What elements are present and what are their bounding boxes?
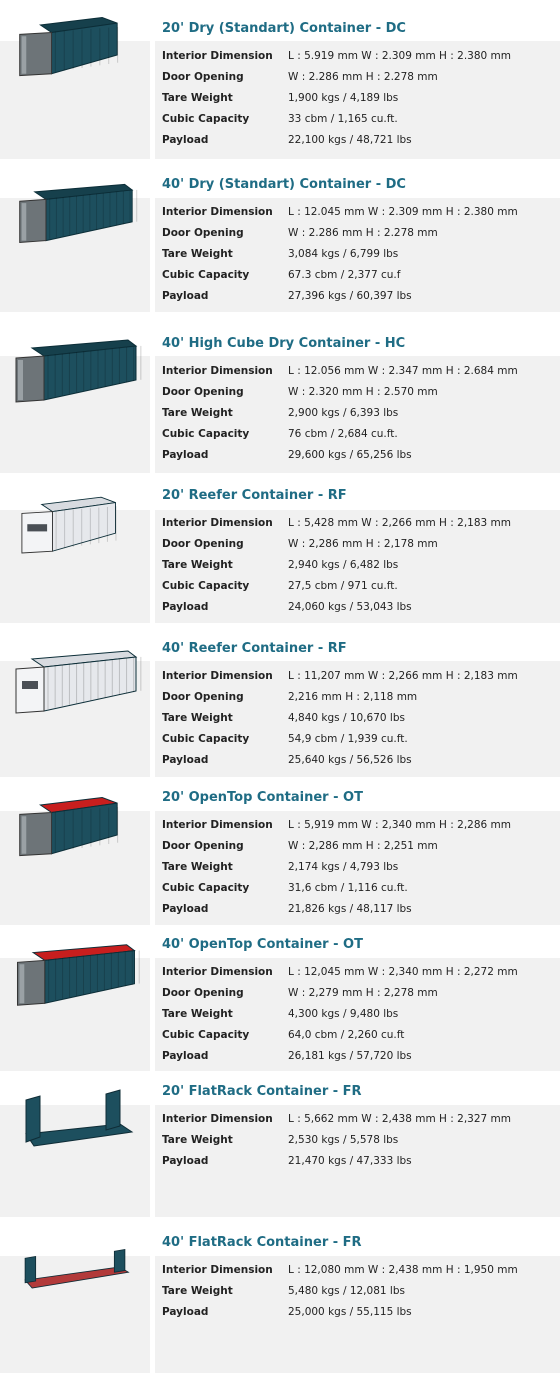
spec-row xyxy=(162,1264,552,1285)
spec-value: L : 5,919 mm W : 2,340 mm H : 2,286 mm xyxy=(288,819,512,831)
spec-value: L : 12.056 mm W : 2.347 mm H : 2.684 mm xyxy=(288,365,518,377)
flatrack-end-wall-icon xyxy=(114,1250,125,1273)
spec-row xyxy=(162,134,552,155)
spec-label: Payload xyxy=(162,1050,209,1062)
spec-value: L : 5.919 mm W : 2.309 mm H : 2.380 mm xyxy=(288,50,512,62)
spec-row xyxy=(162,903,552,924)
spec-row xyxy=(162,517,552,538)
spec-label: Payload xyxy=(162,134,209,146)
spec-row xyxy=(162,1155,552,1176)
spec-label: Interior Dimension xyxy=(162,670,273,682)
spec-row xyxy=(162,670,552,691)
spec-value: 25,000 kgs / 55,115 lbs xyxy=(288,1306,412,1318)
spec-row xyxy=(162,754,552,775)
spec-value: 76 cbm / 2,684 cu.ft. xyxy=(288,428,398,440)
spec-row xyxy=(162,601,552,622)
spec-value: 21,826 kgs / 48,117 lbs xyxy=(288,903,412,915)
spec-value: 1,900 kgs / 4,189 lbs xyxy=(288,92,399,104)
container-image xyxy=(8,935,142,1013)
spec-row xyxy=(162,365,552,386)
spec-label: Tare Weight xyxy=(162,248,233,260)
spec-value: 24,060 kgs / 53,043 lbs xyxy=(288,601,412,613)
container-image xyxy=(8,10,142,85)
spec-label: Cubic Capacity xyxy=(162,1029,250,1041)
container-title: 20' Dry (Standart) Container - DC xyxy=(162,21,406,36)
spec-row xyxy=(162,819,552,840)
container-side-icon xyxy=(53,503,116,552)
spec-value: 5,480 kgs / 12,081 lbs xyxy=(288,1285,405,1297)
container-title: 20' OpenTop Container - OT xyxy=(162,790,363,805)
spec-label: Payload xyxy=(162,1155,209,1167)
spec-value: 27,5 cbm / 971 cu.ft. xyxy=(288,580,398,592)
spec-label: Payload xyxy=(162,754,209,766)
spec-value: 64,0 cbm / 2,260 cu.ft xyxy=(288,1029,405,1041)
spec-row xyxy=(162,269,552,290)
spec-row xyxy=(162,290,552,311)
spec-value: W : 2,279 mm H : 2,278 mm xyxy=(288,987,438,999)
spec-value: W : 2.286 mm H : 2.278 mm xyxy=(288,227,438,239)
spec-row xyxy=(162,1050,552,1071)
container-title: 40' OpenTop Container - OT xyxy=(162,937,363,952)
spec-label: Payload xyxy=(162,449,209,461)
spec-value: L : 5,662 mm W : 2,438 mm H : 2,327 mm xyxy=(288,1113,512,1125)
spec-value: 4,300 kgs / 9,480 lbs xyxy=(288,1008,399,1020)
spec-label: Interior Dimension xyxy=(162,1113,273,1125)
spec-row xyxy=(162,712,552,733)
spec-value: 2,216 mm H : 2,118 mm xyxy=(288,691,418,703)
spec-row xyxy=(162,840,552,861)
spec-label: Door Opening xyxy=(162,538,244,550)
container-door-icon xyxy=(22,512,53,553)
spec-value: 25,640 kgs / 56,526 lbs xyxy=(288,754,412,766)
spec-value: W : 2,286 mm H : 2,251 mm xyxy=(288,840,438,852)
flatrack-end-wall-icon xyxy=(26,1096,40,1142)
spec-label: Interior Dimension xyxy=(162,1264,273,1276)
spec-value: 3,084 kgs / 6,799 lbs xyxy=(288,248,399,260)
spec-value: 2,530 kgs / 5,578 lbs xyxy=(288,1134,399,1146)
spec-row xyxy=(162,1008,552,1029)
spec-label: Door Opening xyxy=(162,691,244,703)
flatrack-end-wall-icon xyxy=(25,1257,36,1283)
container-image xyxy=(8,640,142,722)
spec-value: 67.3 cbm / 2,377 cu.f xyxy=(288,269,401,281)
spec-row xyxy=(162,449,552,470)
spec-label: Interior Dimension xyxy=(162,365,273,377)
flatrack-deck-icon xyxy=(25,1267,128,1288)
spec-label: Door Opening xyxy=(162,386,244,398)
spec-label: Interior Dimension xyxy=(162,819,273,831)
spec-label: Payload xyxy=(162,601,209,613)
spec-value: 54,9 cbm / 1,939 cu.ft. xyxy=(288,733,408,745)
spec-row xyxy=(162,559,552,580)
spec-row xyxy=(162,1285,552,1306)
container-image xyxy=(8,790,142,865)
spec-label: Tare Weight xyxy=(162,1285,233,1297)
spec-label: Cubic Capacity xyxy=(162,882,250,894)
spec-label: Tare Weight xyxy=(162,407,233,419)
spec-value: L : 11,207 mm W : 2,266 mm H : 2,183 mm xyxy=(288,670,518,682)
spec-row xyxy=(162,861,552,882)
spec-row xyxy=(162,428,552,449)
spec-label: Door Opening xyxy=(162,840,244,852)
spec-value: L : 12,045 mm W : 2,340 mm H : 2,272 mm xyxy=(288,966,518,978)
spec-label: Cubic Capacity xyxy=(162,269,250,281)
spec-label: Door Opening xyxy=(162,987,244,999)
spec-label: Cubic Capacity xyxy=(162,733,250,745)
spec-label: Tare Weight xyxy=(162,92,233,104)
spec-value: 26,181 kgs / 57,720 lbs xyxy=(288,1050,412,1062)
container-side-icon xyxy=(46,190,132,241)
spec-label: Cubic Capacity xyxy=(162,113,250,125)
container-door-icon xyxy=(16,667,44,713)
spec-row xyxy=(162,882,552,903)
spec-label: Payload xyxy=(162,290,209,302)
spec-row xyxy=(162,92,552,113)
spec-label: Cubic Capacity xyxy=(162,428,250,440)
container-title: 40' FlatRack Container - FR xyxy=(162,1235,362,1250)
spec-row xyxy=(162,1306,552,1327)
spec-value: W : 2.320 mm H : 2.570 mm xyxy=(288,386,438,398)
spec-row xyxy=(162,538,552,559)
container-side-icon xyxy=(52,23,118,74)
spec-row xyxy=(162,206,552,227)
container-image xyxy=(8,175,142,250)
spec-value: 4,840 kgs / 10,670 lbs xyxy=(288,712,405,724)
spec-row xyxy=(162,966,552,987)
spec-label: Tare Weight xyxy=(162,712,233,724)
spec-label: Payload xyxy=(162,1306,209,1318)
spec-value: 31,6 cbm / 1,116 cu.ft. xyxy=(288,882,408,894)
spec-label: Tare Weight xyxy=(162,1134,233,1146)
spec-row xyxy=(162,407,552,428)
spec-row xyxy=(162,248,552,269)
spec-label: Tare Weight xyxy=(162,559,233,571)
spec-value: W : 2,286 mm H : 2,178 mm xyxy=(288,538,438,550)
spec-row xyxy=(162,71,552,92)
container-image xyxy=(8,490,142,562)
spec-row xyxy=(162,227,552,248)
spec-row xyxy=(162,386,552,407)
container-image xyxy=(8,330,142,410)
spec-value: 33 cbm / 1,165 cu.ft. xyxy=(288,113,398,125)
spec-label: Door Opening xyxy=(162,71,244,83)
spec-row xyxy=(162,691,552,712)
container-title: 40' Dry (Standart) Container - DC xyxy=(162,177,406,192)
spec-label: Cubic Capacity xyxy=(162,580,250,592)
container-title: 40' High Cube Dry Container - HC xyxy=(162,336,406,351)
spec-value: 29,600 kgs / 65,256 lbs xyxy=(288,449,412,461)
flatrack-end-wall-icon xyxy=(106,1090,120,1130)
spec-label: Tare Weight xyxy=(162,861,233,873)
container-side-icon xyxy=(44,346,136,400)
spec-label: Interior Dimension xyxy=(162,517,273,529)
spec-row xyxy=(162,1113,552,1134)
container-image xyxy=(8,1232,142,1302)
spec-row xyxy=(162,987,552,1008)
spec-row xyxy=(162,1134,552,1155)
spec-label: Interior Dimension xyxy=(162,50,273,62)
spec-value: 2,900 kgs / 6,393 lbs xyxy=(288,407,399,419)
spec-value: L : 12.045 mm W : 2.309 mm H : 2.380 mm xyxy=(288,206,518,218)
container-side-icon xyxy=(44,657,136,711)
spec-row xyxy=(162,733,552,754)
spec-value: L : 12,080 mm W : 2,438 mm H : 1,950 mm xyxy=(288,1264,518,1276)
spec-row xyxy=(162,1029,552,1050)
spec-value: 2,940 kgs / 6,482 lbs xyxy=(288,559,399,571)
spec-value: 2,174 kgs / 4,793 lbs xyxy=(288,861,399,873)
spec-label: Interior Dimension xyxy=(162,966,273,978)
spec-value: 22,100 kgs / 48,721 lbs xyxy=(288,134,412,146)
spec-value: L : 5,428 mm W : 2,266 mm H : 2,183 mm xyxy=(288,517,512,529)
container-image xyxy=(8,1082,142,1162)
spec-row xyxy=(162,580,552,601)
container-side-icon xyxy=(52,803,118,854)
container-title: 20' FlatRack Container - FR xyxy=(162,1084,362,1099)
spec-label: Interior Dimension xyxy=(162,206,273,218)
spec-label: Tare Weight xyxy=(162,1008,233,1020)
spec-value: W : 2.286 mm H : 2.278 mm xyxy=(288,71,438,83)
container-side-icon xyxy=(45,951,135,1004)
spec-row xyxy=(162,50,552,71)
spec-value: 27,396 kgs / 60,397 lbs xyxy=(288,290,412,302)
container-title: 40' Reefer Container - RF xyxy=(162,641,347,656)
container-title: 20' Reefer Container - RF xyxy=(162,488,347,503)
spec-value: 21,470 kgs / 47,333 lbs xyxy=(288,1155,412,1167)
spec-label: Payload xyxy=(162,903,209,915)
spec-row xyxy=(162,113,552,134)
spec-label: Door Opening xyxy=(162,227,244,239)
